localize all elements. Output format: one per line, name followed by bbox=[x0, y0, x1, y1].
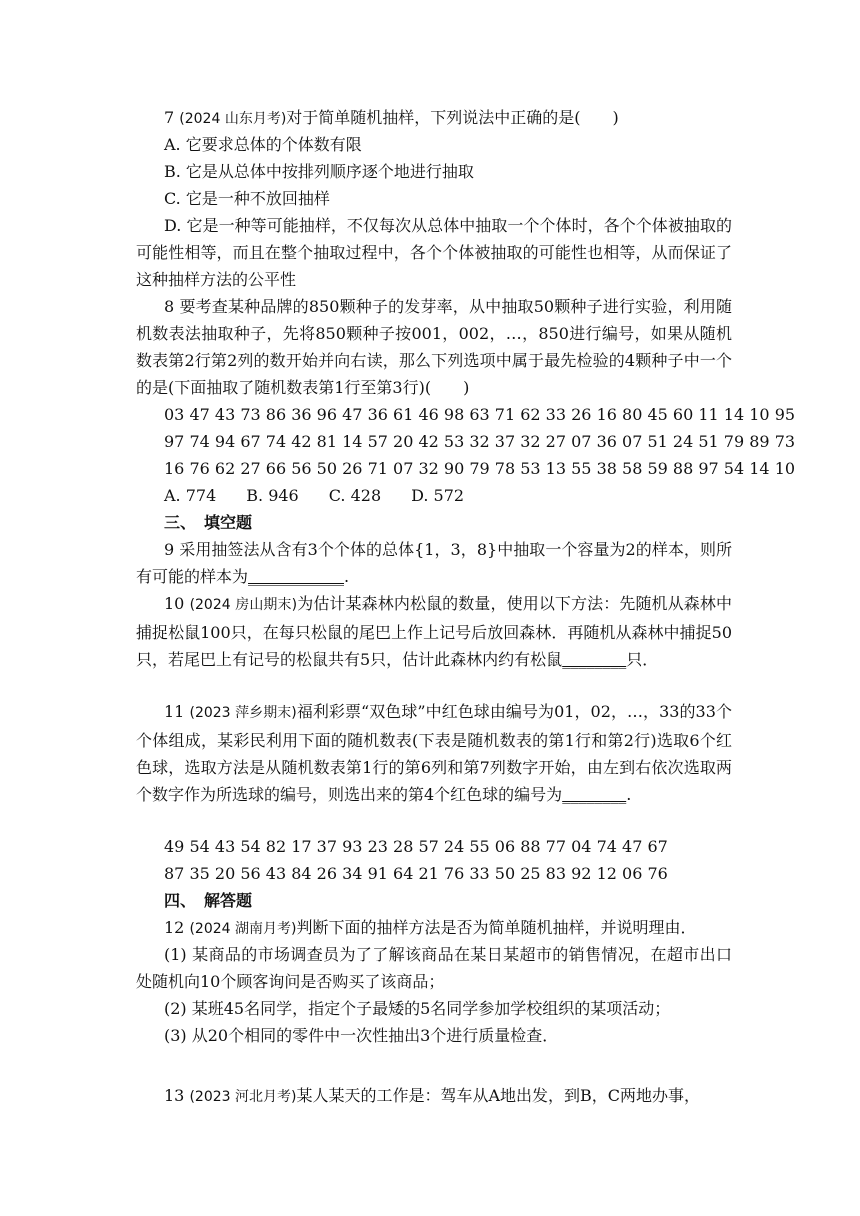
q7-option-a: A. 它要求总体的个体数有限 bbox=[164, 135, 362, 154]
q12-item-1: (1) 某商品的市场调查员为了了解该商品在某日某超市的销售情况，在超市出口处随机向10个顾客询问是否购买了该商品； bbox=[136, 945, 732, 991]
q10-stem: 10 (2024 房山期末)为估计某森林内松鼠的数量，使用以下方法：先随机从森林中捕捉松鼠100只，在每只松鼠的尾巴上作上记号后放回森林．再随机从森林中捕捉50只，若尾巴上有记号的松鼠共有5只，估计此森林内约有松鼠________只． bbox=[136, 594, 732, 669]
q8-stem: 8 要考查某种品牌的850颗种子的发芽率，从中抽取50颗种子进行实验，利用随机数表法抽取种子，先将850颗种子按001，002，…，850进行编号，如果从随机数表第2行第2列的数开始并向右读，那么下列选项中属于最先检验的4颗种子中一个的是(下面抽取了随机数表第1行至第3行)( ) bbox=[136, 297, 732, 397]
q8-random-row-1: 03 47 43 73 86 36 96 47 36 61 46 98 63 71 62 33 26 16 80 45 60 11 14 10 95 bbox=[164, 405, 796, 424]
q13-stem: 13 (2023 河北月考)某人某天的工作是：驾车从A地出发，到B，C两地办事， bbox=[164, 1086, 701, 1105]
q11-stem: 11 (2023 萍乡期末)福利彩票“双色球”中红色球由编号为01，02，…，33的33个个体组成，某彩民利用下面的随机数表(下表是随机数表的第1行和第2行)选取6个红色球，选取方法是从随机数表第1行的第6列和第7列数字开始，由左到右依次选取两个数字作为所选球的编号，则选出来的第4个红色球的编号为________. bbox=[136, 702, 732, 804]
q12-stem: 12 (2024 湖南月考)判断下面的抽样方法是否为简单随机抽样，并说明理由． bbox=[164, 918, 697, 937]
q8-options bbox=[164, 482, 734, 509]
q12-item-3: (3) 从20个相同的零件中一次性抽出3个进行质量检查． bbox=[164, 1026, 559, 1045]
q8-option-a: A. 774 bbox=[164, 486, 217, 505]
q8-random-row-2: 97 74 94 67 74 42 81 14 57 20 42 53 32 37 32 27 07 36 07 51 24 51 79 89 73 bbox=[164, 432, 796, 451]
q12-item-2: (2) 某班45名同学，指定个子最矮的5名同学参加学校组织的某项活动； bbox=[164, 999, 671, 1018]
q8-option-c: C. 428 bbox=[328, 486, 382, 505]
q12-source: (2024 湖南月考) bbox=[189, 921, 297, 937]
section-heading-answer: 四、 解答题 bbox=[164, 891, 253, 910]
q8-option-b: B. 946 bbox=[246, 486, 299, 505]
q9-answer-blank: ____________ bbox=[248, 567, 345, 586]
q10-answer-blank: ________ bbox=[562, 650, 627, 669]
section-heading-fill-in: 三、 填空题 bbox=[164, 513, 253, 532]
q7-option-b: B. 它是从总体中按排列顺序逐个地进行抽取 bbox=[164, 162, 474, 181]
q8-random-row-3: 16 76 62 27 66 56 50 26 71 07 32 90 79 78 53 13 55 38 58 59 88 97 54 14 10 bbox=[164, 459, 796, 478]
q7-option-c: C. 它是一种不放回抽样 bbox=[164, 189, 330, 208]
q8-option-d: D. 572 bbox=[411, 486, 465, 505]
q13-source: (2023 河北月考) bbox=[189, 1089, 297, 1105]
q10-source: (2024 房山期末) bbox=[189, 597, 298, 613]
q7-stem: 7 (2024 山东月考)对于简单随机抽样，下列说法中正确的是( ) bbox=[164, 108, 619, 127]
q9-stem: 9 采用抽签法从含有3个个体的总体{1，3，8}中抽取一个容量为2的样本，则所有可能的样本为____________. bbox=[136, 540, 732, 586]
q7-source: (2024 山东月考) bbox=[179, 111, 287, 127]
q11-source: (2023 萍乡期末) bbox=[189, 705, 297, 721]
q11-random-row-2: 87 35 20 56 43 84 26 34 91 64 21 76 33 50 25 83 92 12 06 76 bbox=[164, 864, 668, 883]
q7-option-d: D. 它是一种等可能抽样，不仅每次从总体中抽取一个个体时，各个个体被抽取的可能性相等，而且在整个抽取过程中，各个个体被抽取的可能性也相等，从而保证了这种抽样方法的公平性 bbox=[136, 216, 732, 289]
q11-answer-blank: ________ bbox=[562, 785, 627, 804]
q11-random-row-1: 49 54 43 54 82 17 37 93 23 28 57 24 55 06 88 77 04 74 47 67 bbox=[164, 837, 668, 856]
